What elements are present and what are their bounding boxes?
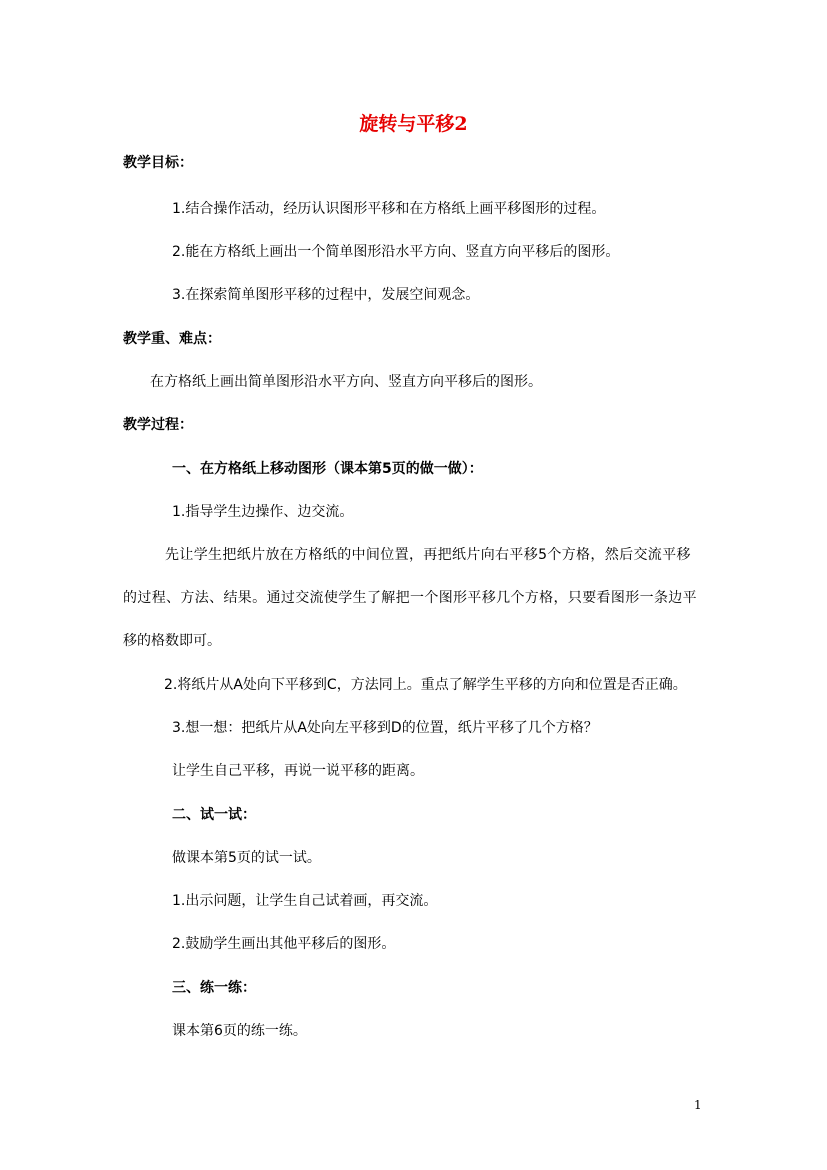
section-1-paragraph-line-3: 移的格数即可。 <box>123 633 221 649</box>
objective-item-1: 1.结合操作活动，经历认识图形平移和在方格纸上画平移图形的过程。 <box>172 201 606 217</box>
section-1-item-1: 1.指导学生边操作、边交流。 <box>172 504 354 520</box>
key-points-text: 在方格纸上画出简单图形沿水平方向、竖直方向平移后的图形。 <box>150 374 542 390</box>
section-3-intro: 课本第6页的练一练。 <box>172 1023 307 1039</box>
page-number: 1 <box>694 1098 702 1112</box>
section-2-item-2: 2.鼓励学生画出其他平移后的图形。 <box>172 936 396 952</box>
objective-item-3: 3.在探索简单图形平移的过程中，发展空间观念。 <box>172 287 480 303</box>
section-2-heading: 二、试一试： <box>172 807 256 823</box>
section-1-item-2: 2.将纸片从A处向下平移到C，方法同上。重点了解学生平移的方向和位置是否正确。 <box>164 677 687 693</box>
section-1-paragraph-line-1: 先让学生把纸片放在方格纸的中间位置，再把纸片向右平移5个方格，然后交流平移 <box>165 547 691 563</box>
section-3-heading: 三、练一练： <box>172 980 256 996</box>
section-1-heading: 一、在方格纸上移动图形（课本第5页的做一做）： <box>172 461 483 477</box>
document-title: 旋转与平移2 <box>359 113 468 135</box>
section-1-item-3: 3.想一想：把纸片从A处向左平移到D的位置，纸片平移了几个方格？ <box>172 720 598 736</box>
section-2-item-1: 1.出示问题，让学生自己试着画，再交流。 <box>172 893 438 909</box>
section-1-item-3-follow: 让学生自己平移，再说一说平移的距离。 <box>172 763 424 779</box>
objective-item-2: 2.能在方格纸上画出一个简单图形沿水平方向、竖直方向平移后的图形。 <box>172 244 620 260</box>
process-heading: 教学过程： <box>123 417 193 433</box>
section-2-intro: 做课本第5页的试一试。 <box>172 850 321 866</box>
key-points-heading: 教学重、难点： <box>123 331 221 347</box>
objectives-heading: 教学目标： <box>123 155 193 171</box>
section-1-paragraph-line-2: 的过程、方法、结果。通过交流使学生了解把一个图形平移几个方格，只要看图形一条边平 <box>123 590 697 606</box>
